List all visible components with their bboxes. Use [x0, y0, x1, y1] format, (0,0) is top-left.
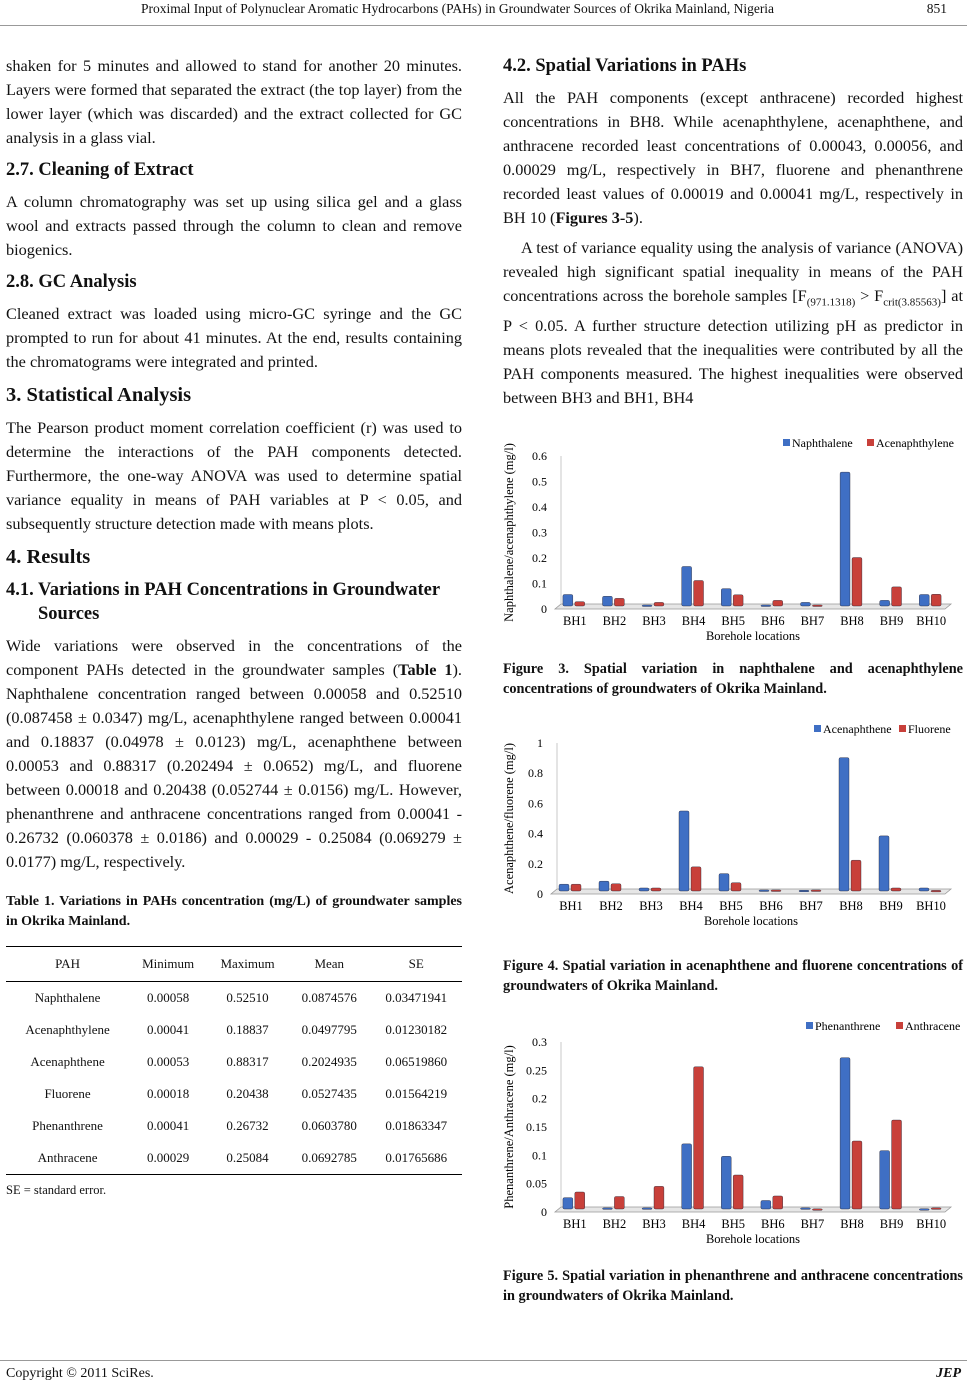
table-header-cell: SE [370, 947, 462, 982]
table-cell: Naphthalene [34, 990, 101, 1005]
bar-acenaphthene-bh5 [719, 874, 729, 891]
figure-3-caption: Figure 3. Spatial variation in naphthalene and acenaphthylene concentrations of groundwaters of Okrika Mainland. [503, 661, 963, 698]
paragraph-4-2-b [503, 236, 963, 410]
heading-4: 4. Results [6, 546, 91, 568]
bar-fluorene-bh4 [691, 867, 701, 891]
table-cell: 0.06519860 [385, 1054, 448, 1069]
legend-entry: Anthracene [905, 1019, 961, 1034]
text-span: ). Naphthalene concentration ranged between 0.00058 and 0.52510 (0.087458 ± 0.0347) mg/L, acenaphthylene ranged between 0.00041 and 0.18837 (0.04978 ± 0.0123) mg/L, acenaphthene between 0.00053 and 0.88317 (0.202494 ± 0.0652) mg/L, and fluorene between 0.00018 and 0.20438 (0.052744 ± 0.0156) mg/L. However, phenanthrene and anthracene concentrations ranged from 0.00041 - 0.26732 (0.060378 ± 0.0186) and 0.00029 - 0.25084 (0.069279 ± 0.0177) mg/L, respectively. [6, 660, 462, 871]
table-cell: 0.0497795 [301, 1022, 357, 1037]
table-cell: 0.26732 [226, 1118, 269, 1133]
figure-5-caption: Figure 5. Spatial variation in phenanthrene and anthracene concentrations in groundwaters of Okrika Mainland. [503, 1268, 963, 1305]
table-cell: Acenaphthylene [25, 1022, 110, 1037]
bar-phenanthrene-bh3 [642, 1208, 652, 1210]
table-cell: 0.0692785 [288, 1142, 370, 1175]
bar-acenaphthylene-bh4 [694, 581, 704, 607]
text-span: ). [633, 208, 643, 227]
table-cell: 0.00041 [146, 1022, 190, 1037]
legend-entry: Acenaphthene [823, 722, 892, 737]
right-column [503, 54, 963, 1306]
table-header-cell: PAH [6, 947, 129, 982]
table-cell: 0.01564219 [385, 1086, 448, 1101]
table-cell: 0.0527435 [301, 1086, 357, 1101]
x-tick-label: BH8 [840, 1217, 864, 1232]
bar-acenaphthene-bh7 [799, 890, 809, 892]
table-row [6, 982, 462, 1015]
table-body [6, 982, 462, 1175]
table-note: SE = standard error. [6, 1183, 107, 1197]
y-tick-label: 1 [537, 736, 543, 751]
y-tick-label: 0.05 [526, 1176, 547, 1191]
bar-anthracene-bh10 [931, 1208, 941, 1210]
table-row [6, 1078, 462, 1110]
x-tick-label: BH10 [916, 614, 947, 629]
legend-swatch [867, 439, 874, 446]
y-tick-label: 0.5 [532, 474, 547, 489]
legend-swatch [783, 439, 790, 446]
legend-swatch [814, 725, 821, 732]
bar-fluorene-bh7 [811, 890, 821, 892]
figures-reference[interactable]: Figures 3-5 [555, 208, 634, 227]
x-tick-label: BH2 [599, 899, 623, 914]
x-tick-label: BH3 [642, 614, 666, 629]
bar-anthracene-bh8 [852, 1141, 862, 1209]
y-axis-label: Phenanthrene/Anthracene (mg/l) [503, 1045, 516, 1209]
y-tick-label: 0.8 [528, 766, 543, 781]
heading-2-7: 2.7. Cleaning of Extract [6, 160, 194, 180]
legend-entry: Fluorene [908, 722, 951, 737]
table-1 [6, 946, 462, 1175]
x-tick-label: BH7 [799, 899, 823, 914]
x-tick-label: BH1 [562, 1217, 587, 1232]
heading-4-1: 4.1. Variations in PAH Concentrations in Groundwater Sources [6, 580, 440, 624]
figure-5-chart [503, 1016, 965, 1254]
x-tick-label: BH3 [639, 899, 663, 914]
y-tick-label: 0.3 [532, 525, 547, 540]
bar-phenanthrene-bh2 [603, 1208, 613, 1210]
x-tick-label: BH1 [559, 899, 583, 914]
bar-phenanthrene-bh1 [563, 1198, 573, 1209]
bar-naphthalene-bh9 [880, 601, 890, 607]
bar-naphthalene-bh3 [642, 605, 652, 607]
x-axis-label: Borehole locations [705, 629, 801, 644]
y-tick-label: 0 [541, 602, 547, 617]
bar-fluorene-bh10 [931, 891, 941, 893]
bar-acenaphthylene-bh10 [931, 595, 941, 607]
table-cell: 0.0874576 [301, 990, 357, 1005]
bar-acenaphthylene-bh9 [892, 587, 902, 606]
y-axis-label: Naphthalene/acenaphthylene (mg/l) [503, 443, 516, 623]
bar-acenaphthylene-bh7 [812, 605, 822, 607]
bar-acenaphthylene-bh5 [733, 595, 743, 606]
table-cell: Anthracene [6, 1142, 129, 1175]
text-span: Wide variations were observed in the concentrations of the component PAHs detected in the groundwater samples ( [6, 636, 462, 679]
x-tick-label: BH8 [840, 614, 864, 629]
figure-4-chart [503, 721, 965, 936]
table-header-cell: Maximum [207, 947, 288, 982]
bar-fluorene-bh6 [771, 890, 781, 892]
legend-entry: Phenanthrene [815, 1019, 881, 1034]
bar-anthracene-bh9 [892, 1120, 902, 1209]
bar-naphthalene-bh8 [840, 472, 850, 606]
y-tick-label: 0.1 [532, 576, 547, 591]
running-header [0, 0, 967, 26]
bar-acenaphthene-bh2 [599, 881, 609, 891]
journal-abbrev: JEP [936, 1366, 961, 1381]
x-axis-label: Borehole locations [705, 1232, 801, 1247]
bar-naphthalene-bh1 [563, 595, 573, 606]
table-row [6, 1014, 462, 1046]
bar-phenanthrene-bh7 [801, 1208, 811, 1210]
subscript: (971.1318) [806, 296, 856, 309]
bar-anthracene-bh6 [773, 1196, 783, 1209]
bar-anthracene-bh5 [733, 1175, 743, 1209]
bar-fluorene-bh2 [611, 884, 621, 891]
bar-acenaphthene-bh6 [759, 890, 769, 892]
x-tick-label: BH2 [602, 614, 627, 629]
heading-4-2: 4.2. Spatial Variations in PAHs [503, 56, 747, 76]
table-cell: 0.00053 [146, 1054, 190, 1069]
copyright: Copyright © 2011 SciRes. [6, 1366, 154, 1381]
bar-acenaphthene-bh9 [879, 836, 889, 891]
bar-anthracene-bh2 [614, 1197, 624, 1209]
bar-acenaphthene-bh3 [639, 888, 649, 891]
figure-4-caption: Figure 4. Spatial variation in acenaphthene and fluorene concentrations of groundwaters of Okrika Mainland. [503, 958, 963, 995]
bar-fluorene-bh3 [651, 888, 661, 891]
table-cell: 0.00029 [129, 1142, 207, 1175]
bar-acenaphthene-bh1 [559, 884, 569, 891]
bar-acenaphthylene-bh2 [614, 599, 624, 607]
subscript: crit(3.85563) [883, 296, 941, 309]
bar-naphthalene-bh6 [761, 605, 771, 607]
table-cell: Phenanthrene [32, 1118, 103, 1133]
table-cell: 0.01230182 [385, 1022, 448, 1037]
x-tick-label: BH8 [839, 899, 863, 914]
y-tick-label: 0.2 [528, 857, 543, 872]
bar-acenaphthene-bh8 [839, 758, 849, 891]
bar-fluorene-bh5 [731, 883, 741, 891]
legend-entry: Acenaphthylene [876, 436, 954, 451]
text-span: > F [855, 286, 884, 305]
x-tick-label: BH4 [681, 1217, 706, 1232]
bar-acenaphthene-bh10 [919, 888, 929, 891]
figure-3-chart [503, 436, 965, 651]
table-cell: 0.0603780 [301, 1118, 357, 1133]
bar-phenanthrene-bh10 [919, 1209, 929, 1211]
table-cell: 0.01863347 [385, 1118, 448, 1133]
y-tick-label: 0.2 [532, 551, 547, 566]
y-tick-label: 0.25 [526, 1063, 547, 1078]
x-tick-label: BH3 [642, 1217, 666, 1232]
table-cell: 0.18837 [226, 1022, 269, 1037]
running-title: Proximal Input of Polynuclear Aromatic Hydrocarbons (PAHs) in Groundwater Sources of Okrika Mainland, Nigeria [140, 1, 775, 16]
table-cell: 0.88317 [226, 1054, 269, 1069]
table-cell: 0.2024935 [301, 1054, 357, 1069]
table-header-cell: Mean [288, 947, 370, 982]
bar-phenanthrene-bh5 [721, 1157, 731, 1210]
table-cell: Fluorene [44, 1086, 91, 1101]
x-tick-label: BH10 [916, 899, 946, 914]
x-tick-label: BH10 [916, 1217, 947, 1232]
bar-naphthalene-bh10 [919, 595, 929, 606]
bar-fluorene-bh1 [571, 884, 581, 891]
bar-acenaphthylene-bh1 [575, 602, 585, 606]
text-span: All the PAH components (except anthracene) recorded highest concentrations in BH8. While acenaphthylene, acenaphthene, and anthracene recorded least concentrations of 0.00043, 0.00056, and 0.00029 mg/L, respectively in BH7, fluorene and phenanthrene recorded least values of 0.00019 and 0.00041 mg/L, respectively in BH 10 ( [503, 88, 963, 227]
bar-anthracene-bh1 [575, 1192, 585, 1209]
legend-swatch [899, 725, 906, 732]
y-tick-label: 0 [541, 1205, 547, 1220]
bar-anthracene-bh4 [694, 1067, 704, 1209]
legend-swatch [896, 1022, 903, 1029]
x-tick-label: BH4 [681, 614, 706, 629]
x-tick-label: BH1 [562, 614, 587, 629]
header-rule [0, 25, 967, 26]
paragraph-2-8: Cleaned extract was loaded using micro-GC syringe and the GC prompted to run for about 41 minutes. At the end, results containing the chromatograms were integrated and printed. [6, 304, 462, 371]
bar-anthracene-bh7 [812, 1209, 822, 1211]
paragraph-4-2-a [503, 86, 963, 230]
x-tick-label: BH5 [721, 614, 746, 629]
x-tick-label: BH9 [879, 614, 904, 629]
bar-phenanthrene-bh9 [880, 1151, 890, 1209]
table-cell: Acenaphthene [30, 1054, 105, 1069]
bar-anthracene-bh3 [654, 1187, 664, 1210]
page-number: 851 [926, 1, 947, 16]
x-tick-label: BH5 [719, 899, 743, 914]
y-tick-label: 0.3 [532, 1035, 547, 1050]
table-cell: 0.00041 [146, 1118, 190, 1133]
x-tick-label: BH5 [721, 1217, 746, 1232]
bar-phenanthrene-bh8 [840, 1058, 850, 1209]
heading-3: 3. Statistical Analysis [6, 384, 192, 406]
paragraph-intro: shaken for 5 minutes and allowed to stand for another 20 minutes. Layers were formed that separated the extract (the top layer) from the lower layer (which was discarded) and the extract collected for GC analysis in a glass vial. [6, 56, 462, 147]
legend-swatch [806, 1022, 813, 1029]
x-tick-label: BH6 [759, 899, 783, 914]
y-tick-label: 0.4 [532, 500, 547, 515]
table-row [6, 1142, 462, 1175]
x-tick-label: BH7 [800, 614, 825, 629]
table-cell: 0.52510 [226, 990, 269, 1005]
legend-entry: Naphthalene [792, 436, 853, 451]
table-header-row [6, 947, 462, 982]
bar-naphthalene-bh7 [801, 603, 811, 607]
bar-acenaphthylene-bh3 [654, 603, 664, 607]
table-header-cell: Minimum [129, 947, 207, 982]
y-tick-label: 0.15 [526, 1120, 547, 1135]
x-tick-label: BH4 [679, 899, 703, 914]
table-cell: 0.03471941 [385, 990, 448, 1005]
paragraph-2-7: A column chromatography was set up using silica gel and a glass wool and extracts passed through the column to clean and remove biogenics. [6, 192, 462, 259]
figure-5-svg [503, 1016, 965, 1254]
y-tick-label: 0 [537, 887, 543, 902]
x-tick-label: BH9 [879, 1217, 904, 1232]
figure-4-svg [503, 721, 965, 936]
y-tick-label: 0.4 [528, 826, 543, 841]
x-tick-label: BH9 [879, 899, 903, 914]
bar-acenaphthylene-bh8 [852, 558, 862, 606]
bar-acenaphthene-bh4 [679, 811, 689, 891]
table-cell: 0.00018 [146, 1086, 190, 1101]
text-span: A test of variance equality using the analysis of variance (ANOVA) revealed high significant spatial inequality in means of the PAH concentrations across the borehole samples [F [503, 238, 963, 305]
x-tick-label: BH2 [602, 1217, 627, 1232]
table-cell: 0.20438 [226, 1086, 269, 1101]
y-tick-label: 0.6 [528, 796, 543, 811]
bar-naphthalene-bh2 [603, 597, 613, 607]
bar-naphthalene-bh4 [682, 567, 692, 607]
table-cell: 0.00058 [146, 990, 190, 1005]
bar-phenanthrene-bh6 [761, 1201, 771, 1210]
bar-fluorene-bh9 [891, 888, 901, 891]
y-tick-label: 0.6 [532, 449, 547, 464]
figure-3-svg [503, 436, 965, 651]
y-tick-label: 0.2 [532, 1091, 547, 1106]
x-tick-label: BH6 [760, 614, 785, 629]
table-cell: 0.25084 [207, 1142, 288, 1175]
y-tick-label: 0.1 [532, 1148, 547, 1163]
footer-rule [0, 1360, 967, 1361]
x-tick-label: BH7 [800, 1217, 825, 1232]
text-span: ] at P < 0.05. A further structure detection utilizing pH as predictor in means plots revealed that the inequalities were contributed by all the PAH components measured. The highest inequalities were observed between BH3 and BH1, BH4 [503, 286, 963, 408]
bar-naphthalene-bh5 [721, 589, 731, 606]
left-column [6, 54, 462, 1198]
bar-acenaphthylene-bh6 [773, 601, 783, 607]
table-cell: 0.01765686 [370, 1142, 462, 1175]
x-tick-label: BH6 [760, 1217, 785, 1232]
table-1-caption: Table 1. Variations in PAHs concentration (mg/L) of groundwater samples in Okrika Mainland. [6, 894, 462, 929]
y-axis-label: Acenaphthene/fluorene (mg/l) [503, 743, 516, 895]
x-axis-label: Borehole locations [703, 914, 799, 929]
bar-phenanthrene-bh4 [682, 1144, 692, 1209]
table-1-reference[interactable]: Table 1 [398, 660, 453, 679]
paragraph-4-1 [6, 634, 462, 874]
bar-fluorene-bh8 [851, 860, 861, 891]
table-row [6, 1110, 462, 1142]
table-row [6, 1046, 462, 1078]
heading-2-8: 2.8. GC Analysis [6, 272, 137, 292]
paragraph-3: The Pearson product moment correlation coefficient (r) was used to determine the interactions of the PAH components detected. Furthermore, the one-way ANOVA was used to determine spatial variance equality in means of PAH variables at P < 0.05, and subsequently structure detection made with means plots. [6, 418, 462, 533]
